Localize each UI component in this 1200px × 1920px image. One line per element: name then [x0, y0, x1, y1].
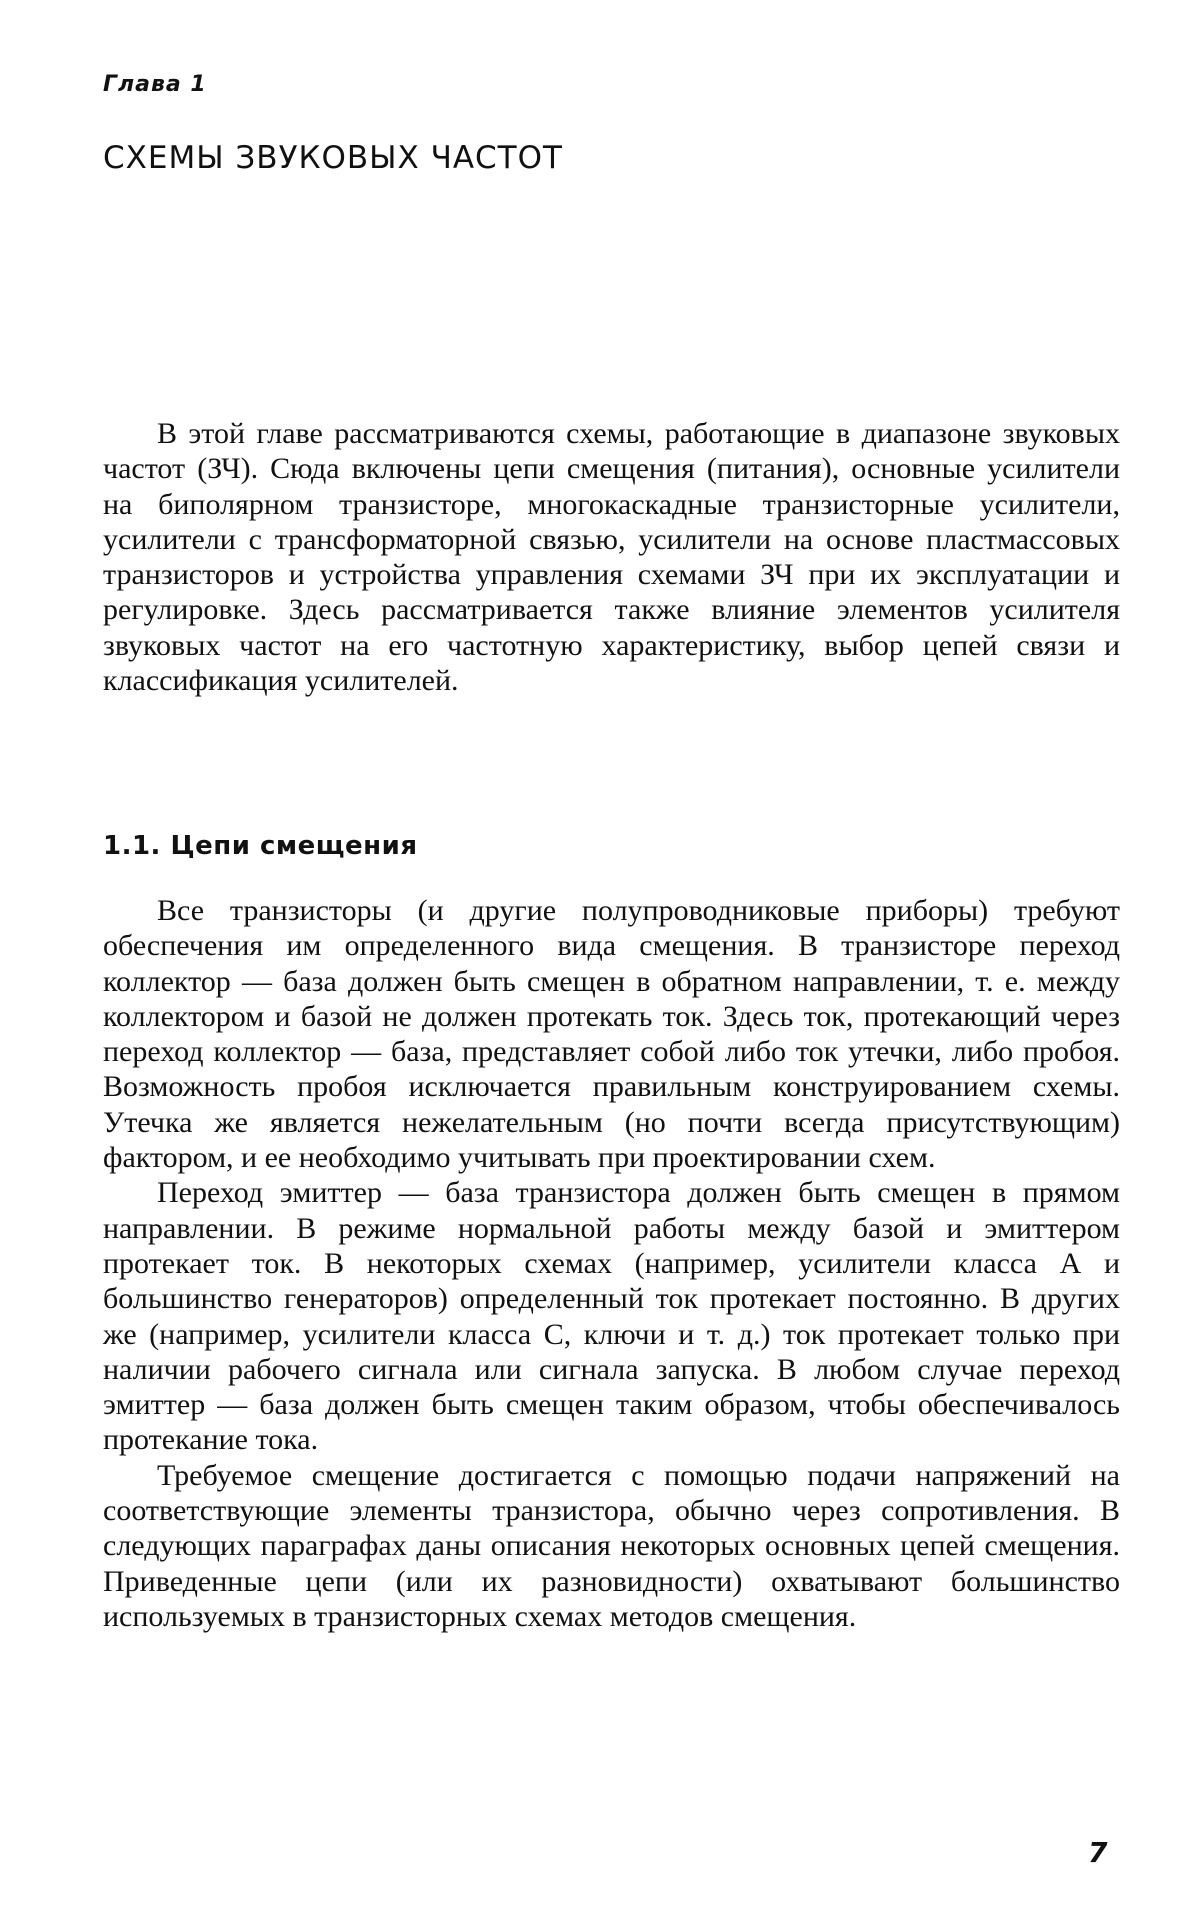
body-paragraph-3: Требуемое смещение достигается с помощью подачи напряжений на соответствующие элементы транзистора, обычно через сопротивления. В следующих параграфах даны описания некоторых основных цепей смещения. Приведенные цепи (или их разновидности) охватывают большинство используемых в транзисторных схемах методов смещения. — [103, 1458, 1120, 1633]
chapter-title: СХЕМЫ ЗВУКОВЫХ ЧАСТОТ — [103, 140, 563, 176]
intro-text — [103, 416, 1120, 698]
body-paragraph-1: Все транзисторы (и другие полупроводниковые приборы) требуют обеспечения им определенного вида смещения. В транзисторе переход коллектор — база должен быть смещен в обратном направлении, т. е. между коллектором и базой не должен протекать ток. Здесь ток, протекающий через переход коллектор — база, представляет собой либо ток утечки, либо пробоя. Возможность пробоя исключается правильным конструированием схемы. Утечка же является нежелательным (но почти всегда присутствующим) фактором, и ее необходимо учитывать при проектировании схем. — [103, 894, 1120, 1175]
body-paragraph-2: Переход эмиттер — база транзистора должен быть смещен в прямом направлении. В режиме нормальной работы между базой и эмиттером протекает ток. В некоторых схемах (например, усилители класса А и большинство генераторов) определенный ток протекает постоянно. В других же (например, усилители класса С, ключи и т. д.) ток протекает только при наличии рабочего сигнала или сигнала запуска. В любом случае переход эмиттер — база должен быть смещен таким образом, чтобы обеспечивалось протекание тока. — [103, 1176, 1120, 1457]
intro-paragraph: В этой главе рассматриваются схемы, работающие в диапазоне звуковых частот (ЗЧ). Сюда включены цепи смещения (питания), основные усилители на биполярном транзисторе, многокаскадные транзисторные усилители, усилители с трансформаторной связью, усилители на основе пластмассовых транзисторов и устройства управления схемами ЗЧ при их эксплуатации и регулировке. Здесь рассматривается также влияние элементов усилителя звуковых частот на его частотную характеристику, выбор цепей связи и классификация усилителей. — [103, 417, 1120, 698]
section-body — [103, 893, 1120, 1634]
section-heading: 1.1. Цепи смещения — [103, 831, 418, 861]
page-number: 7 — [1088, 1836, 1108, 1869]
chapter-label: Глава 1 — [103, 72, 207, 97]
